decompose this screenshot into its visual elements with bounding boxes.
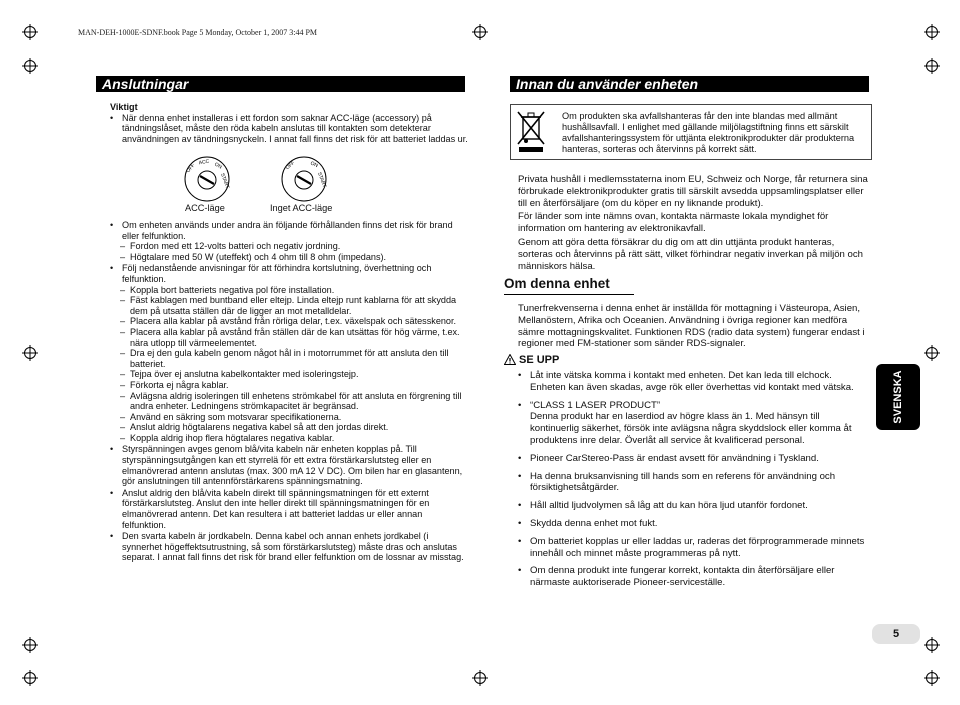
- registration-mark-icon: [924, 24, 940, 40]
- dash-item: – Förkorta ej några kablar.: [110, 380, 468, 391]
- bullet-item: • Styrspänningen avges genom blå/vita kabeln när enheten kopplas på. Till styrspänningsutgången kan ett styrrelä för ett extra förstärkarslutsteg eller en elmanövrerad antenn anslutas (max. 300 mA 12 V DC). Om bilen har en glasantenn, gör anslutningen till antennförstärkarens spänningsmatning.: [110, 444, 468, 486]
- caution-heading: [504, 354, 559, 368]
- notice-text: Om produkten ska avfallshanteras får den inte blandas med allmänt hushållsavfall. I enlighet med gällande miljölagstiftning finns ett särskilt avfallshanteringssystem för uttjänta elektronikprodukter där produkterna hanteras, sorteras och återvinns på korrekt sätt.: [562, 111, 855, 155]
- figure-label-acc: ACC-läge: [185, 203, 225, 213]
- heading-underline: [504, 294, 634, 295]
- paragraph-1: Privata hushåll i medlemsstaterna inom EU, Schweiz och Norge, får returnera sina förbrukade elektronikprodukter gratis till särskilt avsedda uppsamlingsplatser eller till en återförsäljare (om du köper en ny liknande produkt).: [518, 174, 868, 209]
- ignition-switch-no-acc-icon: [280, 155, 328, 203]
- about-unit-text: Tunerfrekvenserna i denna enhet är inställda för mottagning i Västeuropa, Asien, Mellanöstern, Afrika och Oceanien. Användning i övriga regioner kan medföra sämre mottagningskvalitet. Funktionen RDS (radio data system) fungerar endast i regioner med FM-stationer som sänder RDS-signaler.: [518, 303, 865, 350]
- registration-mark-icon: [924, 637, 940, 653]
- registration-mark-icon: [472, 670, 488, 686]
- language-tab: [876, 364, 920, 430]
- section-heading-om-denna-enhet: Om denna enhet: [504, 276, 610, 291]
- registration-mark-icon: [22, 24, 38, 40]
- caution-item: • Ha denna bruksanvisning till hands som en referens för användning och försiktighetsåtgärder.: [518, 471, 868, 495]
- ignition-label-off: OFF: [185, 162, 197, 175]
- caution-item: • Om batteriet kopplas ur eller laddas ur, raderas det förprogrammerade minnets innehåll och minnet måste programmeras på nytt.: [518, 536, 868, 560]
- bullet-item: • Anslut aldrig den blå/vita kabeln direkt till spänningsmatningen för ett externt förstärkarslutsteg. Anslut den inte heller direkt till spänningsmatningen för en elmanövrerad antenn. Det kan resultera i att batteriet laddas ur eller annan felfunktion.: [110, 488, 468, 530]
- dash-item: – Koppla aldrig ihop flera högtalares negativa kablar.: [110, 433, 468, 444]
- caution-list: [518, 370, 868, 595]
- paragraph-3: Genom att göra detta försäkrar du dig om att din uttjänta produkt hanteras, sorteras och återvinns på rätt sätt, vilket förhindrar negativ inverkan på miljön och människors hälsa.: [518, 236, 864, 272]
- figure-label-no-acc: Inget ACC-läge: [270, 203, 333, 213]
- page-number: 5: [872, 624, 920, 644]
- crossed-out-wheelie-bin-icon: [516, 110, 546, 154]
- book-header: MAN-DEH-1000E-SDNF.book Page 5 Monday, October 1, 2007 3:44 PM: [78, 28, 318, 37]
- ignition-label-start: START: [316, 171, 328, 189]
- important-block: [110, 102, 468, 144]
- dash-item: – Anslut aldrig högtalarens negativa kabel så att den jordas direkt.: [110, 422, 468, 433]
- bullet-item: • Den svarta kabeln är jordkabeln. Denna kabel och annan enhets jordkabel (i synnerhet högeffektsutrustning, så som förstärkarslutsteg) måste dras och anslutas separat. I annat fall finns det risk för brand eller felfunktion om de lossnar av misstag.: [110, 531, 468, 563]
- caution-item: • Pioneer CarStereo-Pass är endast avsett för användning i Tyskland.: [518, 453, 868, 465]
- caution-item: • Håll alltid ljudvolymen så låg att du kan höra ljud utanför fordonet.: [518, 500, 868, 512]
- wiring-instructions: [110, 220, 468, 563]
- registration-mark-icon: [472, 24, 488, 40]
- dash-item: – Dra ej den gula kabeln genom något hål in i motorrummet för att ansluta den till batteriet.: [110, 348, 468, 369]
- caution-item: • Låt inte vätska komma i kontakt med enheten. Det kan leda till elchock. Enheten kan även skadas, avge rök eller överhettas vid kontakt med vätska.: [518, 370, 868, 394]
- dash-item: – Koppla bort batteriets negativa pol före installation.: [110, 285, 468, 296]
- registration-mark-icon: [924, 58, 940, 74]
- registration-mark-icon: [22, 670, 38, 686]
- dash-item: – Högtalare med 50 W (uteffekt) och 4 ohm till 8 ohm (impedans).: [110, 252, 468, 263]
- caution-item: • Om denna produkt inte fungerar korrekt, kontakta din återförsäljare eller närmaste auktoriserade Pioneer-serviceställe.: [518, 565, 868, 589]
- paragraph-2: För länder som inte nämns ovan, kontakta närmaste lokala myndighet för information om hantering av elektronikavfall.: [518, 211, 829, 235]
- registration-mark-icon: [22, 345, 38, 361]
- section-title-anslutningar: Anslutningar: [96, 76, 465, 92]
- disposal-paragraphs: [518, 174, 868, 272]
- dash-item: – Fäst kablagen med buntband eller eltejp. Linda eltejp runt kablarna för att skydda dem på utsatta ställen där de ligger an mot metalldelar.: [110, 295, 468, 316]
- ignition-label-start: START: [219, 172, 231, 190]
- warning-triangle-icon: [504, 354, 516, 368]
- dash-item: – Fordon med ett 12-volts batteri och negativ jordning.: [110, 241, 468, 252]
- ignition-label-on: ON: [309, 160, 319, 170]
- dash-item: – Placera alla kablar på avstånd från rörliga delar, t.ex. växelspak och sätesskenor.: [110, 316, 468, 327]
- caution-title: SE UPP: [519, 354, 560, 366]
- important-text: • När denna enhet installeras i ett fordon som saknar ACC-läge (accessory) på tändningslåset, måste den röda kabeln anslutas till kontakten som detekterar användningen av tändningsnyckeln. I annat fall finns det risk för att batteriet laddas ur.: [110, 113, 468, 145]
- dash-item: – Avlägsna aldrig isoleringen till enhetens strömkabel för att ansluta en förgrening till andra enheter. Ledningens strömkapacitet är begränsad.: [110, 391, 468, 412]
- registration-mark-icon: [924, 670, 940, 686]
- bullet-item: • Om enheten används under andra än följande förhållanden finns det risk för brand eller felfunktion.: [110, 220, 468, 241]
- dash-item: – Använd en säkring som motsvarar specifikationerna.: [110, 412, 468, 423]
- bullet-item: • Följ nedanstående anvisningar för att förhindra kortslutning, överhettning och felfunktion.: [110, 263, 468, 284]
- section-title-innan: Innan du använder enheten: [510, 76, 869, 92]
- registration-mark-icon: [22, 58, 38, 74]
- ignition-label-off: OFF: [284, 160, 297, 172]
- important-heading: Viktigt: [110, 102, 138, 112]
- ignition-label-acc: ACC: [198, 158, 210, 167]
- ignition-label-on: ON: [213, 161, 223, 171]
- ignition-switch-acc-icon: [183, 155, 231, 203]
- caution-item: • “CLASS 1 LASER PRODUCT” Denna produkt har en laserdiod av högre klass än 1. Med hänsyn till kontinuerlig säkerhet, försök inte avlägsna några skyddslock eller komma åt produktens inre delar. Överlåt all service åt kvalificerad personal.: [518, 400, 868, 447]
- caution-item: • Skydda denna enhet mot fukt.: [518, 518, 868, 530]
- registration-mark-icon: [22, 637, 38, 653]
- registration-mark-icon: [924, 345, 940, 361]
- dash-item: – Tejpa över ej anslutna kabelkontakter med isoleringstejp.: [110, 369, 468, 380]
- language-tab-label: SVENSKA: [892, 370, 904, 424]
- dash-item: – Placera alla kablar på avstånd från ställen där de kan utsättas för hög värme, t.ex. nära utlopp till värmeelementet.: [110, 327, 468, 348]
